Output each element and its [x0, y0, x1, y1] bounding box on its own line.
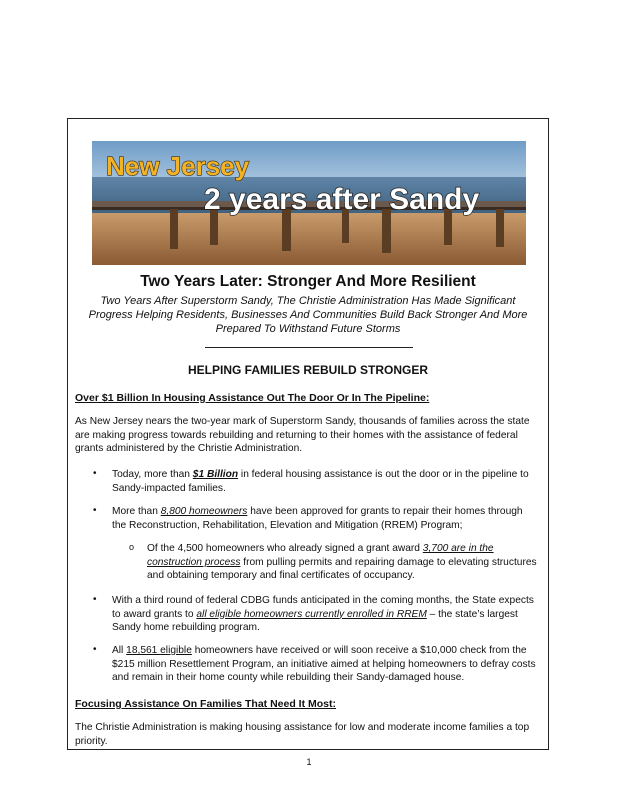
bullet-marker: •: [93, 468, 97, 479]
divider: [205, 347, 413, 348]
page-title: Two Years Later: Stronger And More Resilient: [140, 273, 476, 290]
document-frame: [67, 118, 549, 750]
heading-housing-assistance: Over $1 Billion In Housing Assistance Out The Door Or In The Pipeline:: [75, 392, 430, 404]
highlight-3700-construction: 3,700 are in the construction process: [147, 543, 494, 568]
section-title: HELPING FAMILIES REBUILD STRONGER: [187, 363, 428, 377]
page-number: 1: [306, 757, 312, 767]
intro-paragraph: As New Jersey nears the two-year mark of Superstorm Sandy, thousands of families across the state are making progress towards rebuilding and returning to their homes with the assistance of federal grants administered by the Christie Administration.: [75, 416, 530, 454]
bullet-marker: •: [93, 505, 97, 516]
bullet-item-3: With a third round of federal CDBG funds anticipated in the coming months, the State expects to award grants to all eligible homeowners currently enrolled in RREM – the state’s largest Sandy home rebuilding program.: [112, 595, 534, 633]
banner-image: [92, 141, 526, 265]
sub-bullet-marker: o: [129, 542, 135, 552]
highlight-8800-homeowners: 8,800 homeowners: [160, 506, 248, 517]
bullet-marker: •: [93, 644, 97, 655]
highlight-eligible-homeowners: all eligible homeowners currently enrolled in RREM: [196, 608, 427, 620]
bullet-marker: •: [93, 594, 97, 605]
bullet-item-1: Today, more than $1 Billion in federal housing assistance is out the door or in the pipeline to Sandy-impacted families.: [112, 469, 529, 494]
page-subtitle: Two Years After Superstorm Sandy, The Christie Administration Has Made Significant Progress Helping Residents, Businesses And Communities Build Back Stronger And More Prepared To Withstand Future Storms: [88, 295, 528, 335]
banner-line1: New Jersey: [106, 151, 250, 181]
heading-focusing-assistance: Focusing Assistance On Families That Need It Most:: [75, 698, 336, 710]
closing-paragraph: The Christie Administration is making housing assistance for low and moderate income families a top priority.: [75, 722, 530, 747]
highlight-18561-eligible: 18,561 eligible: [126, 645, 192, 656]
banner-line2: 2 years after Sandy: [204, 183, 480, 216]
bullet-item-4: All 18,561 eligible homeowners have received or will soon receive a $10,000 check from the $215 million Resettlement Program, an initiative aimed at helping homeowners to defray costs and remain in their home county while rebuilding their Sandy-damaged house.: [112, 645, 536, 683]
bullet-item-2: More than 8,800 homeowners have been approved for grants to repair their homes through the Reconstruction, Rehabilitation, Elevation and Mitigation (RREM) Program;: [112, 506, 523, 531]
sub-bullet-item-1: Of the 4,500 homeowners who already signed a grant award 3,700 are in the construction process from pulling permits and repairing damage to elevating structures and obtaining temporary and final certificates of occupancy.: [147, 543, 537, 581]
banner-graphic: [92, 141, 526, 265]
highlight-1-billion: $1 Billion: [192, 469, 239, 480]
